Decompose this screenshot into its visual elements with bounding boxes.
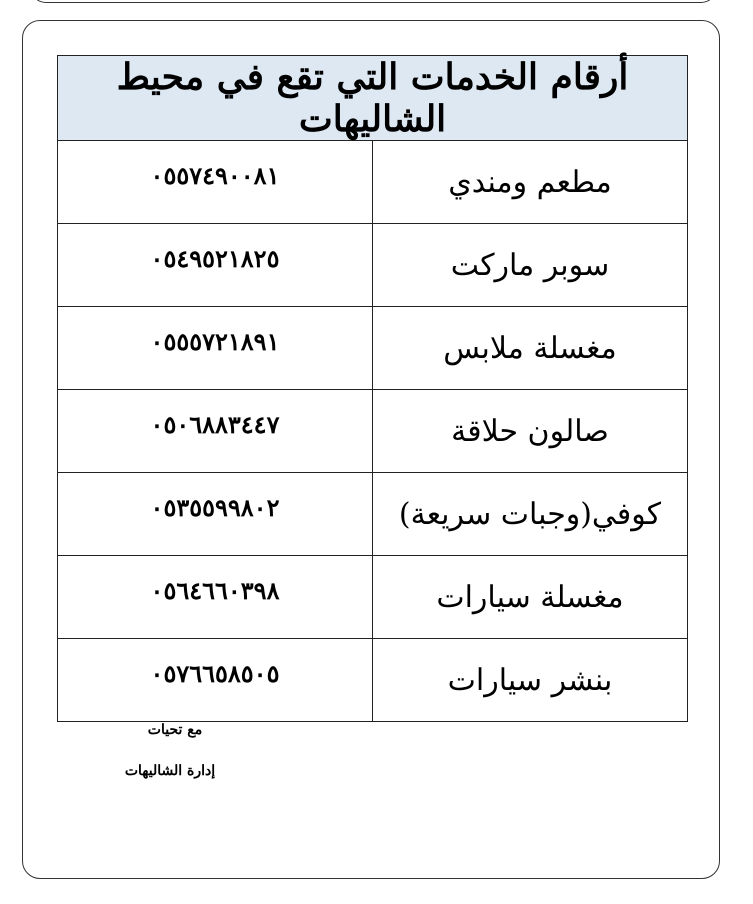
footer-signature: إدارة الشاليهات (124, 763, 216, 779)
service-name: سوبر ماركت (373, 224, 688, 307)
table-row (58, 473, 688, 556)
service-phone: ٠٥٣٥٥٩٩٨٠٢ (58, 473, 373, 556)
service-name: كوفي(وجبات سريعة) (373, 473, 688, 556)
service-phone: ٠٥٥٧٤٩٠٠٨١ (58, 141, 373, 224)
table-row (58, 390, 688, 473)
service-phone: ٠٥٧٦٦٥٨٥٠٥ (58, 639, 373, 722)
service-phone: ٠٥٥٥٧٢١٨٩١ (58, 307, 373, 390)
service-phone: ٠٥٠٦٨٨٣٤٤٧ (58, 390, 373, 473)
table-row (58, 307, 688, 390)
footer-greeting: مع تحيات (147, 722, 203, 738)
services-table (57, 55, 688, 722)
service-phone: ٠٥٦٤٦٦٠٣٩٨ (58, 556, 373, 639)
table-row (58, 141, 688, 224)
table-row (58, 556, 688, 639)
table-row (58, 224, 688, 307)
service-name: مغسلة سيارات (373, 556, 688, 639)
previous-page-edge (30, 0, 717, 3)
service-name: بنشر سيارات (373, 639, 688, 722)
table-row (58, 639, 688, 722)
table-title: أرقام الخدمات التي تقع في محيط الشاليهات (58, 56, 688, 141)
service-name: مغسلة ملابس (373, 307, 688, 390)
service-name: صالون حلاقة (373, 390, 688, 473)
service-name: مطعم ومندي (373, 141, 688, 224)
service-phone: ٠٥٤٩٥٢١٨٢٥ (58, 224, 373, 307)
